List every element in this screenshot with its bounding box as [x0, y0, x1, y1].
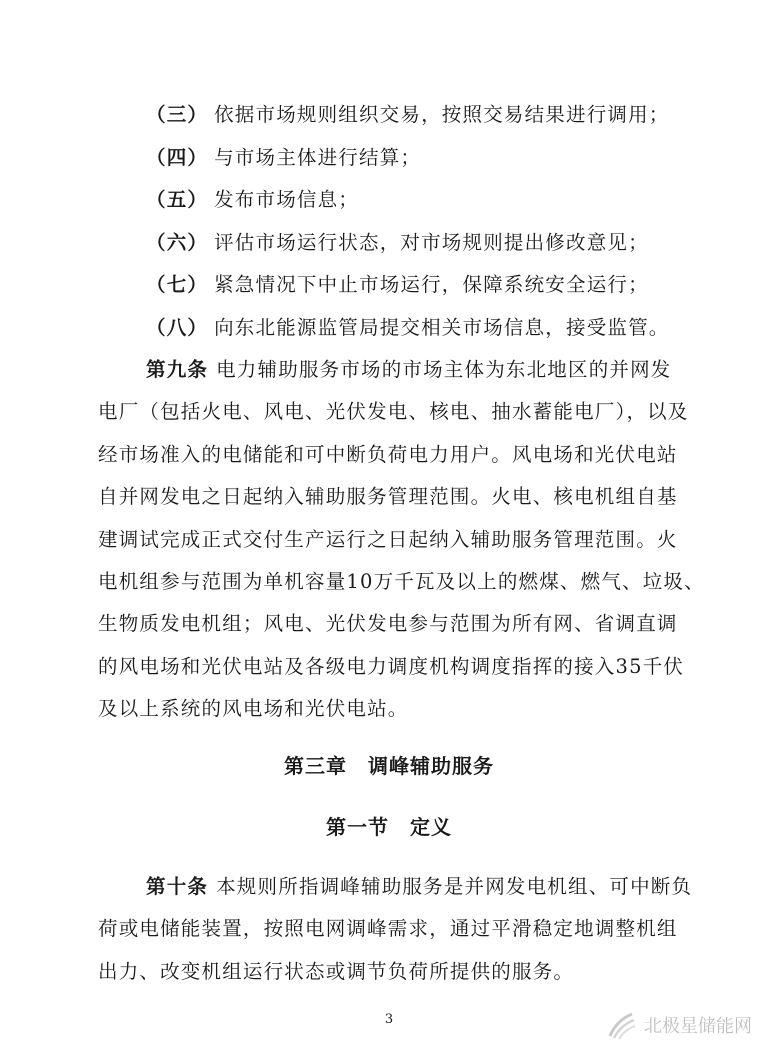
watermark-logo-icon	[604, 1008, 638, 1042]
article-9-text: 电力辅助服务市场的市场主体为东北地区的并网发	[216, 358, 672, 381]
article-9-line: 电厂（包括火电、风电、光伏发电、核电、抽水蓄能电厂），以及	[98, 400, 689, 423]
item-label: （八）	[146, 316, 209, 339]
article-9-line: 电机组参与范围为单机容量10万千瓦及以上的燃煤、燃气、垃圾、	[98, 570, 705, 593]
item-text: 发布市场信息；	[214, 188, 360, 211]
article-9-line: 建调试完成正式交付生产运行之日起纳入辅助服务管理范围。火	[98, 528, 678, 551]
item-text: 评估市场运行状态，对市场规则提出修改意见；	[214, 231, 649, 254]
article-9-line: 经市场准入的电储能和可中断负荷电力用户。风电场和光伏电站	[98, 443, 678, 466]
article-9-first-line	[146, 356, 672, 384]
article-10-line: 荷或电储能装置，按照电网调峰需求，通过平滑稳定地调整机组	[98, 917, 678, 940]
list-item	[146, 229, 649, 257]
article-10-first-line	[146, 873, 692, 901]
article-10-text: 本规则所指调峰辅助服务是并网发电机组、可中断负	[216, 875, 693, 898]
article-9-title: 第九条	[146, 358, 209, 381]
list-item	[146, 186, 359, 214]
item-label: （七）	[146, 273, 209, 296]
item-text: 与市场主体进行结算；	[214, 146, 422, 169]
item-label: （五）	[146, 188, 209, 211]
list-item	[146, 101, 670, 129]
watermark	[604, 1008, 752, 1042]
list-item	[146, 271, 649, 299]
article-9-line: 及以上系统的风电场和光伏电站。	[98, 697, 409, 720]
item-text: 紧急情况下中止市场运行，保障系统安全运行；	[214, 273, 649, 296]
chapter-heading: 第三章 调峰辅助服务	[284, 754, 494, 778]
item-text: 向东北能源监管局提交相关市场信息，接受监管。	[214, 316, 670, 339]
item-label: （三）	[146, 103, 209, 126]
section-heading: 第一节 定义	[326, 815, 452, 839]
article-9-line: 生物质发电机组；风电、光伏发电参与范围为所有网、省调直调	[98, 612, 678, 635]
list-item	[146, 314, 670, 342]
item-label: （六）	[146, 231, 209, 254]
item-text: 依据市场规则组织交易，按照交易结果进行调用；	[214, 103, 670, 126]
article-9-line: 的风电场和光伏电站及各级电力调度机构调度指挥的接入35千伏	[98, 655, 685, 678]
article-10-title: 第十条	[146, 875, 209, 898]
item-label: （四）	[146, 146, 209, 169]
article-9-line: 自并网发电之日起纳入辅助服务管理范围。火电、核电机组自基	[98, 485, 678, 508]
page-number: 3	[384, 1012, 394, 1027]
watermark-text: 北极星储能网	[644, 1016, 752, 1037]
list-item	[146, 144, 421, 172]
article-10-line: 出力、改变机组运行状态或调节负荷所提供的服务。	[98, 960, 575, 983]
